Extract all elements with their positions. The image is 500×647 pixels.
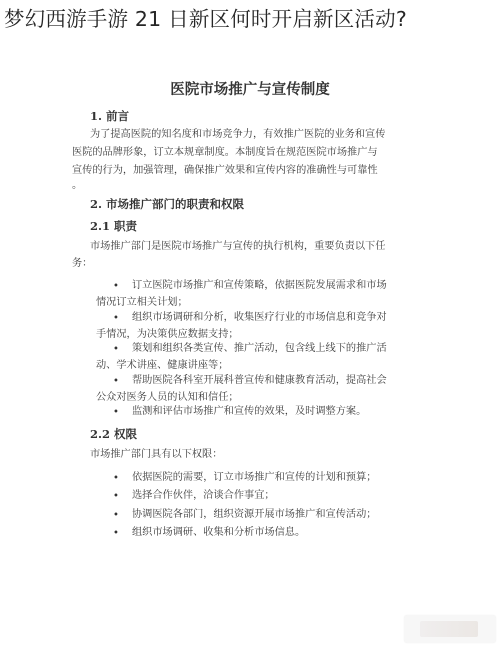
preface-line-3: 宣传的行为，加强管理，确保推广效果和宣传内容的准确性与可靠性 [72,165,378,176]
duty-2-line-1: 组织市场调研和分析，收集医疗行业的市场信息和竞争对 [132,312,387,323]
permission-3: 协调医院各部门，组织资源开展市场推广和宣传活动； [132,509,377,520]
document-title: 医院市场推广与宣传制度 [170,81,330,98]
section-heading-preface: 1. 前言 [90,109,130,123]
duty-4-line-2: 公众对医务人员的认知和信任； [96,392,239,403]
watermark-icon [420,621,478,637]
section-heading-dept: 2. 市场推广部门的职责和权限 [90,197,245,211]
permission-2: 选择合作伙伴，洽谈合作事宜； [132,490,275,501]
preface-line-2: 医院的品牌形象，订立本规章制度。本制度旨在规范医院市场推广与 [72,147,378,158]
bullet-icon: • [113,510,119,521]
duty-1-line-1: 订立医院市场推广和宣传策略，依据医院发展需求和市场 [132,280,387,291]
bullet-icon: • [113,281,119,292]
watermark-logo [404,615,496,643]
permission-4: 组织市场调研、收集和分析市场信息。 [132,527,306,538]
page-title: 梦幻西游手游 21 日新区何时开启新区活动? [4,7,407,31]
duty-4-line-1: 帮助医院各科室开展科普宣传和健康教育活动，提高社会 [132,375,387,386]
bullet-icon: • [113,473,119,484]
bullet-icon: • [113,407,119,418]
permissions-intro: 市场推广部门具有以下权限： [90,449,223,460]
section-heading-duties: 2.1 职责 [90,219,138,233]
bullet-icon: • [113,528,119,539]
duty-1-line-2: 情况订立相关计划； [96,297,188,308]
bullet-icon: • [113,376,119,387]
bullet-icon: • [113,313,119,324]
duty-3-line-2: 动、学术讲座、健康讲座等； [96,360,229,371]
duty-3-line-1: 策划和组织各类宣传、推广活动，包含线上线下的推广活 [132,343,387,354]
duty-2-line-2: 手情况，为决策供应数据支持； [96,329,239,340]
bullet-icon: • [113,344,119,355]
section-heading-permissions: 2.2 权限 [90,427,138,441]
duties-intro-line-1: 市场推广部门是医院市场推广与宣传的执行机构，重要负责以下任 [90,241,386,252]
bullet-icon: • [113,491,119,502]
duty-5-line-1: 监测和评估市场推广和宣传的效果，及时调整方案。 [132,406,367,417]
preface-line-1: 为了提高医院的知名度和市场竞争力，有效推广医院的业务和宣传 [90,129,386,140]
duties-intro-line-2: 务： [72,258,93,269]
permission-1: 依据医院的需要，订立市场推广和宣传的计划和预算； [132,472,377,483]
preface-line-4: 。 [72,180,83,191]
